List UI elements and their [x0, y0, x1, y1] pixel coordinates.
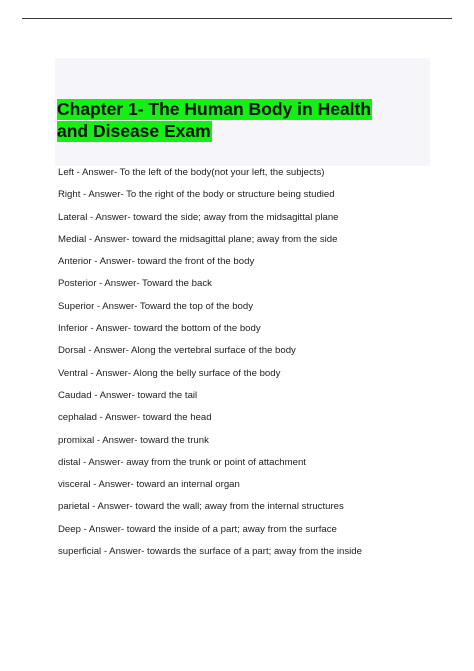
- term-item: visceral - Answer- toward an internal organ: [58, 479, 240, 491]
- term-item: cephalad - Answer- toward the head: [58, 412, 212, 424]
- term-item: Anterior - Answer- toward the front of the body: [58, 256, 255, 268]
- term-item: Posterior - Answer- Toward the back: [58, 278, 212, 290]
- title-line-1: Chapter 1- The Human Body in Health: [57, 99, 372, 119]
- term-list: [58, 166, 362, 567]
- term-item: promixal - Answer- toward the trunk: [58, 434, 209, 446]
- document-title: [57, 99, 372, 142]
- term-item: distal - Answer- away from the trunk or point of attachment: [58, 456, 306, 468]
- term-item: Caudad - Answer- toward the tail: [58, 389, 198, 401]
- term-item: Medial - Answer- toward the midsagittal plane; away from the side: [58, 233, 338, 245]
- top-divider: [22, 18, 452, 19]
- term-item: Dorsal - Answer- Along the vertebral surface of the body: [58, 345, 296, 357]
- term-item: Left - Answer- To the left of the body(not your left, the subjects): [58, 167, 325, 178]
- term-item: Lateral - Answer- toward the side; away from the midsagittal plane: [58, 211, 339, 223]
- term-item: Deep - Answer- toward the inside of a part; away from the surface: [58, 523, 337, 535]
- term-item: parietal - Answer- toward the wall; away from the internal structures: [58, 501, 344, 513]
- term-item: Superior - Answer- Toward the top of the body: [58, 300, 254, 312]
- term-item: Ventral - Answer- Along the belly surface of the body: [58, 367, 281, 379]
- term-item: Right - Answer- To the right of the body or structure being studied: [58, 189, 335, 201]
- term-item: superficial - Answer- towards the surface of a part; away from the inside: [58, 546, 362, 558]
- title-line-2: and Disease Exam: [57, 120, 211, 141]
- term-item: Inferior - Answer- toward the bottom of the body: [58, 323, 261, 335]
